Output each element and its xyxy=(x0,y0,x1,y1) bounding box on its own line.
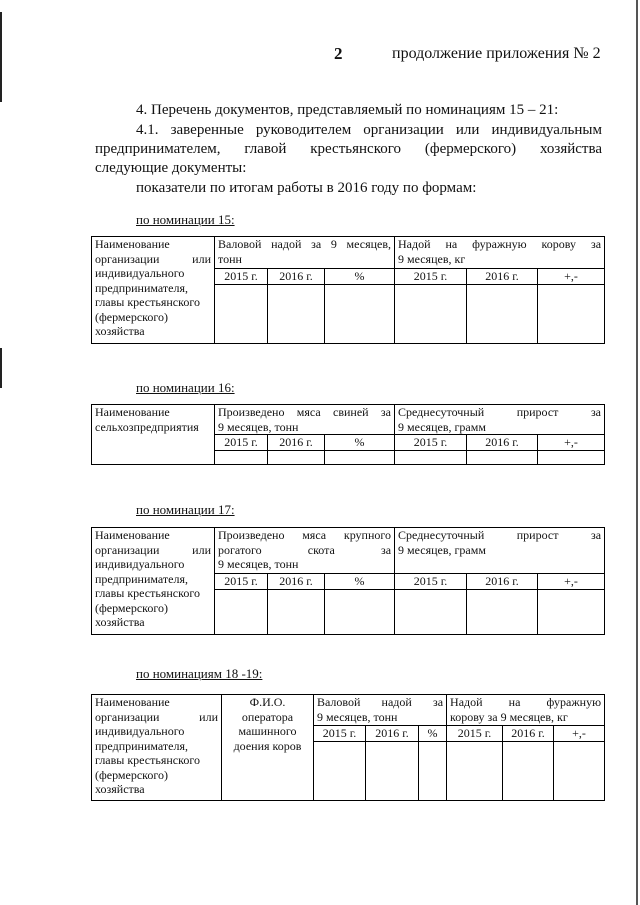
data-cell xyxy=(268,450,325,464)
organization-name-header: Наименование организации или индивидуального предпринимателя, главы крестьянского (фермерского) хозяйства xyxy=(92,695,222,801)
year-2015-header: 2015 г. xyxy=(314,726,366,742)
scan-edge-mark xyxy=(636,0,638,905)
year-2015-header: 2015 г. xyxy=(215,269,268,285)
data-cell xyxy=(538,589,605,634)
year-2016-header: 2016 г. xyxy=(268,269,325,285)
data-cell xyxy=(554,741,605,800)
section-4-1-line-2: предпринимателем, главой крестьянского (фермерского) хозяйства xyxy=(95,141,602,157)
nomination-17-table xyxy=(91,527,605,635)
data-cell xyxy=(215,589,268,634)
organization-name-header: Наименование сельхозпредприятия xyxy=(92,405,215,465)
year-2015-header: 2015 г. xyxy=(215,435,268,451)
data-cell xyxy=(314,741,366,800)
milk-per-cow-header: Надой на фуражную корову за 9 месяцев, кг xyxy=(447,695,605,726)
year-2015-header: 2015 г. xyxy=(395,574,467,590)
nomination-17-label: по номинации 17: xyxy=(136,502,235,517)
nomination-16-table xyxy=(91,404,605,465)
percent-header: % xyxy=(325,435,395,451)
scan-edge-mark xyxy=(0,12,2,102)
organization-name-header: Наименование организации или индивидуального предпринимателя, главы крестьянского (фермерского) хозяйства xyxy=(92,528,215,635)
year-2016-header: 2016 г. xyxy=(503,726,554,742)
percent-header: % xyxy=(419,726,447,742)
year-2016-header: 2016 г. xyxy=(467,435,538,451)
year-2015-header: 2015 г. xyxy=(447,726,503,742)
daily-gain-header: Среднесуточный прирост за 9 месяцев, грамм xyxy=(395,528,605,574)
data-cell xyxy=(215,284,268,343)
year-2016-header: 2016 г. xyxy=(467,574,538,590)
data-cell xyxy=(268,589,325,634)
year-2016-header: 2016 г. xyxy=(268,435,325,451)
data-cell xyxy=(538,284,605,343)
data-cell xyxy=(467,589,538,634)
year-2015-header: 2015 г. xyxy=(395,435,467,451)
organization-name-header: Наименование организации или индивидуального предпринимателя, главы крестьянского (фермерского) хозяйства xyxy=(92,237,215,344)
nomination-16-label: по номинации 16: xyxy=(136,380,235,395)
year-2015-header: 2015 г. xyxy=(215,574,268,590)
data-cell xyxy=(467,284,538,343)
gross-milk-yield-header: Валовой надой за 9 месяцев, тонн xyxy=(314,695,447,726)
diff-header: +,- xyxy=(538,435,605,451)
data-cell xyxy=(366,741,419,800)
beef-produced-header: Произведено мяса крупного рогатого скота за 9 месяцев, тонн xyxy=(215,528,395,574)
operator-fio-header: Ф.И.О. оператора машинного доения коров xyxy=(222,695,314,801)
data-cell xyxy=(395,450,467,464)
nomination-15-label: по номинации 15: xyxy=(136,212,235,227)
data-cell xyxy=(503,741,554,800)
daily-gain-header: Среднесуточный прирост за 9 месяцев, грамм xyxy=(395,405,605,435)
indicators-line: показатели по итогам работы в 2016 году по формам: xyxy=(136,180,477,196)
milk-per-cow-header: Надой на фуражную корову за 9 месяцев, кг xyxy=(395,237,605,269)
gross-milk-yield-header: Валовой надой за 9 месяцев, тонн xyxy=(215,237,395,269)
year-2016-header: 2016 г. xyxy=(467,269,538,285)
diff-header: +,- xyxy=(554,726,605,742)
data-cell xyxy=(447,741,503,800)
nomination-18-19-table xyxy=(91,694,605,801)
year-2015-header: 2015 г. xyxy=(395,269,467,285)
pork-produced-header: Произведено мяса свиней за 9 месяцев, тонн xyxy=(215,405,395,435)
data-cell xyxy=(538,450,605,464)
percent-header: % xyxy=(325,574,395,590)
nomination-18-19-label: по номинациям 18 -19: xyxy=(136,666,263,681)
year-2016-header: 2016 г. xyxy=(268,574,325,590)
percent-header: % xyxy=(325,269,395,285)
appendix-continuation: продолжение приложения № 2 xyxy=(392,45,601,62)
data-cell xyxy=(467,450,538,464)
data-cell xyxy=(395,589,467,634)
data-cell xyxy=(215,450,268,464)
data-cell xyxy=(325,450,395,464)
scan-edge-mark xyxy=(0,348,2,388)
data-cell xyxy=(268,284,325,343)
section-4-title: 4. Перечень документов, представляемый по номинациям 15 – 21: xyxy=(136,102,559,118)
diff-header: +,- xyxy=(538,269,605,285)
nomination-15-table xyxy=(91,236,605,344)
data-cell xyxy=(395,284,467,343)
data-cell xyxy=(325,589,395,634)
section-4-1-line-1: 4.1. заверенные руководителем организации или индивидуальным xyxy=(136,122,602,138)
data-cell xyxy=(419,741,447,800)
diff-header: +,- xyxy=(538,574,605,590)
section-4-1-line-3: следующие документы: xyxy=(95,160,247,176)
data-cell xyxy=(325,284,395,343)
page-number: 2 xyxy=(334,44,343,63)
year-2016-header: 2016 г. xyxy=(366,726,419,742)
